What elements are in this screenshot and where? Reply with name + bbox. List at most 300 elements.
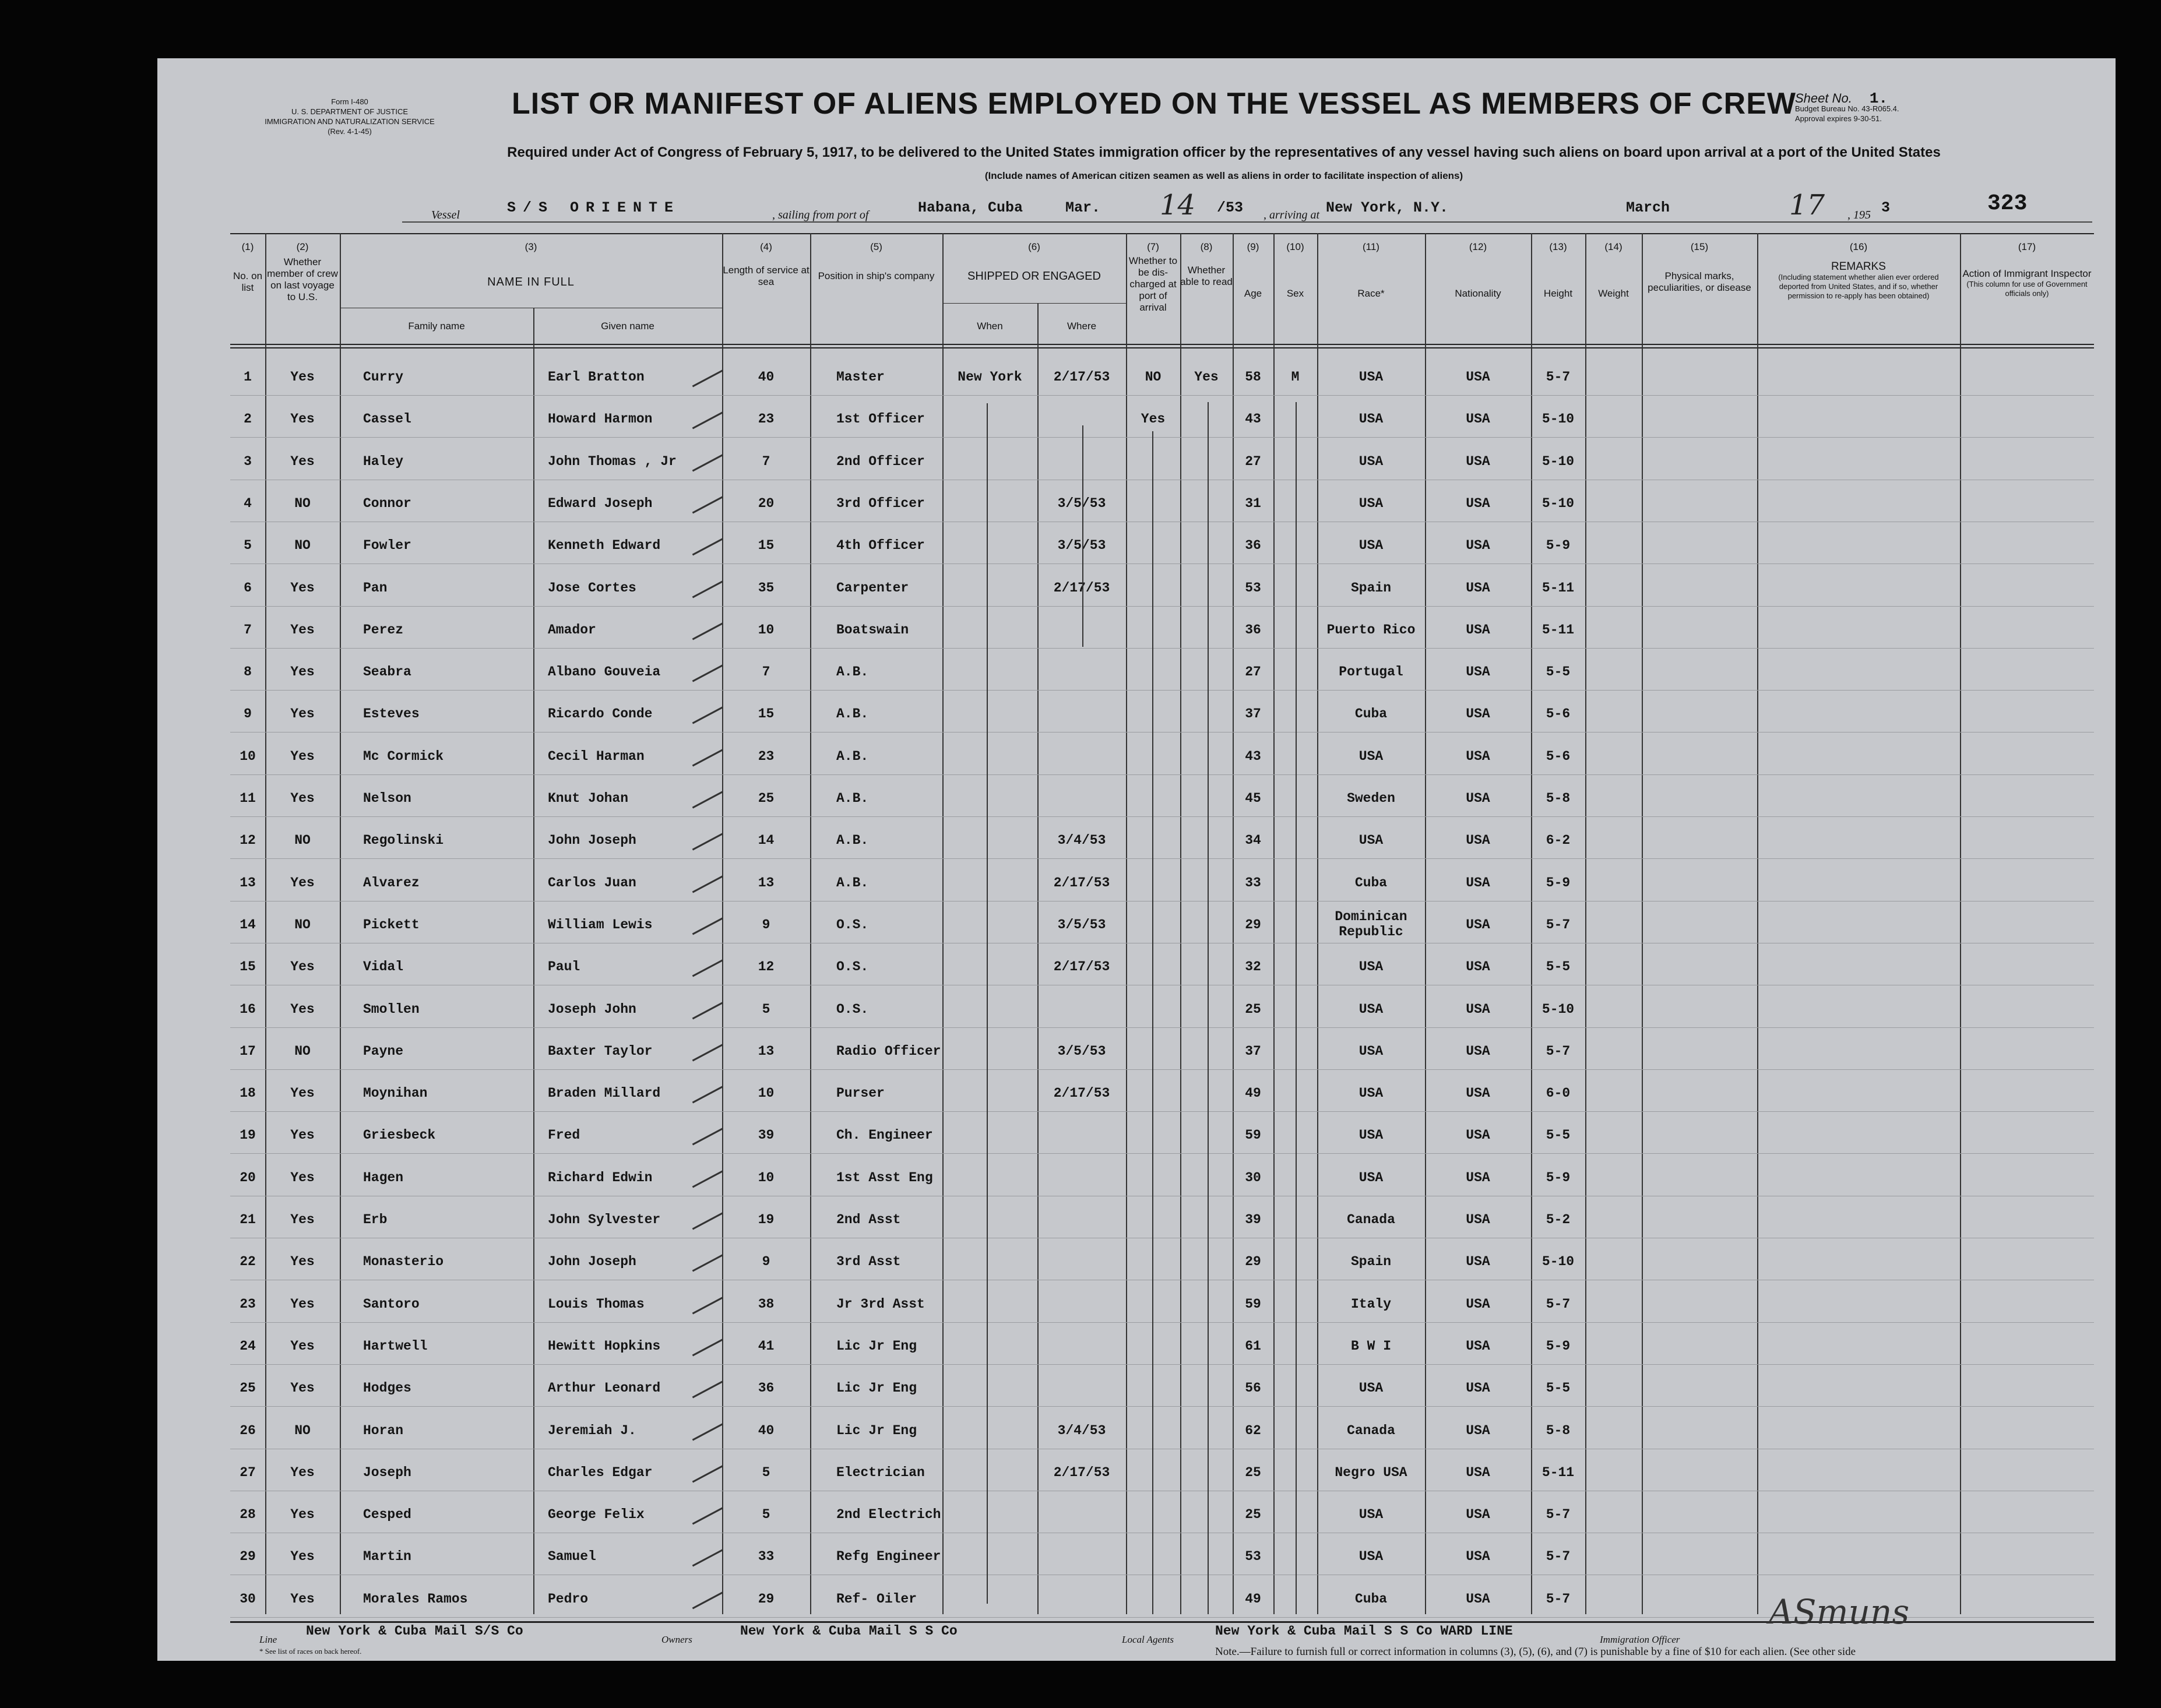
cell-position: Lic Jr Eng: [836, 1422, 917, 1438]
cell-family: Curry: [363, 369, 404, 385]
cell-height: 5-7: [1546, 369, 1571, 385]
cell-service: 36: [758, 1381, 775, 1396]
cell-no: 23: [240, 1296, 256, 1312]
cell-family: Seabra: [363, 664, 411, 680]
line-value: New York & Cuba Mail S/S Co: [306, 1624, 523, 1639]
cell-service: 20: [758, 495, 775, 511]
cell-age: 56: [1245, 1381, 1261, 1396]
approval-expiry: Approval expires 9-30-51.: [1795, 114, 1882, 123]
cell-given: Samuel: [548, 1549, 596, 1565]
cell-no: 25: [240, 1381, 256, 1396]
cell-race: Cuba: [1354, 1591, 1388, 1607]
cell-no: 29: [240, 1549, 256, 1565]
col-divider: [1960, 233, 1961, 1614]
cell-race: USA: [1358, 959, 1384, 975]
row-rule: [230, 1153, 2094, 1154]
cell-prev: NO: [294, 538, 311, 554]
cell-family: Pickett: [363, 917, 420, 932]
arrival-month: March: [1626, 199, 1670, 216]
cell-height: 5-11: [1541, 622, 1575, 638]
cell-age: 59: [1245, 1128, 1261, 1143]
cell-given: Paul: [548, 959, 580, 975]
cell-service: 10: [758, 622, 775, 638]
col13-num: (13): [1549, 241, 1567, 252]
crew-table: [230, 233, 2094, 1614]
cell-nationality: USA: [1466, 495, 1490, 511]
sheet-info: [1795, 90, 2098, 124]
cell-age: 59: [1245, 1296, 1261, 1312]
col13-header: Height: [1543, 288, 1573, 299]
cell-given: Knut Johan: [548, 791, 629, 806]
cell-race: USA: [1358, 748, 1384, 764]
cell-family: Martin: [363, 1549, 411, 1565]
cell-age: 25: [1245, 1507, 1261, 1523]
cell-given: Charles Edgar: [548, 1464, 653, 1480]
col6b-header: Where: [1067, 321, 1097, 332]
cell-service: 39: [758, 1128, 775, 1143]
cell-given: Richard Edwin: [548, 1170, 653, 1185]
cell-nationality: USA: [1466, 1254, 1490, 1270]
cell-family: Haley: [363, 453, 404, 469]
cell-no: 13: [240, 875, 256, 890]
cell-nationality: USA: [1466, 664, 1490, 680]
col12-header: Nationality: [1455, 288, 1501, 299]
cell-no: 16: [240, 1001, 256, 1017]
col17-num: (17): [2018, 241, 2036, 252]
cell-prev: NO: [294, 1043, 311, 1059]
cell-position: Lic Jr Eng: [836, 1338, 917, 1354]
cell-nationality: USA: [1466, 1507, 1490, 1523]
row-rule: [230, 395, 2094, 396]
cell-race: Puerto Rico: [1326, 622, 1416, 638]
cell-height: 5-11: [1541, 1464, 1575, 1480]
cell-prev: Yes: [290, 1381, 315, 1396]
cell-age: 62: [1245, 1422, 1261, 1438]
cell-prev: NO: [294, 833, 311, 848]
col11-header: Race*: [1357, 288, 1385, 299]
cell-position: Purser: [836, 1086, 885, 1101]
cell-no: 3: [244, 453, 252, 469]
header-bottom-rule: [230, 344, 2094, 345]
agents-label: Local Agents: [1122, 1634, 1174, 1645]
cell-when: New York: [958, 369, 1022, 385]
cell-position: 2nd Officer: [836, 453, 925, 469]
row-rule: [230, 1364, 2094, 1365]
cell-family: Hodges: [363, 1381, 411, 1396]
cell-age: 39: [1245, 1212, 1261, 1227]
cell-position: 3rd Officer: [836, 495, 925, 511]
cell-service: 29: [758, 1591, 775, 1607]
cell-prev: Yes: [290, 959, 315, 975]
col1-num: (1): [241, 241, 254, 252]
ditto-line: [1082, 425, 1083, 647]
cell-prev: Yes: [290, 706, 315, 722]
sailing-label: , sailing from port of: [772, 209, 869, 221]
cell-age: 43: [1245, 748, 1261, 764]
cell-height: 5-5: [1546, 1128, 1571, 1143]
cell-no: 22: [240, 1254, 256, 1270]
cell-given: George Felix: [548, 1507, 645, 1523]
row-rule: [230, 1406, 2094, 1407]
cell-prev: NO: [294, 917, 311, 932]
cell-race: USA: [1358, 538, 1384, 554]
department: U. S. DEPARTMENT OF JUSTICE: [291, 107, 409, 116]
cell-height: 5-7: [1546, 1296, 1571, 1312]
cell-nationality: USA: [1466, 369, 1490, 385]
cell-height: 5-9: [1546, 875, 1571, 890]
owners-value: New York & Cuba Mail S S Co: [740, 1624, 958, 1639]
cell-service: 38: [758, 1296, 775, 1312]
cell-no: 18: [240, 1086, 256, 1101]
col15-num: (15): [1690, 241, 1709, 252]
cell-race: USA: [1358, 1128, 1384, 1143]
col10-header: Sex: [1286, 288, 1304, 299]
col-divider: [1273, 233, 1275, 1614]
ditto-line: [987, 403, 988, 1604]
col7-header: Whether to be dis-charged at port of arrival: [1128, 255, 1178, 313]
cell-nationality: USA: [1466, 1381, 1490, 1396]
cell-service: 13: [758, 1043, 775, 1059]
cell-race: Spain: [1350, 580, 1391, 596]
cell-no: 15: [240, 959, 256, 975]
cell-given: John Sylvester: [548, 1212, 661, 1227]
cell-age: 25: [1245, 1464, 1261, 1480]
cell-prev: Yes: [290, 622, 315, 638]
cell-given: Braden Millard: [548, 1086, 661, 1101]
cell-prev: Yes: [290, 1170, 315, 1185]
cell-nationality: USA: [1466, 1128, 1490, 1143]
cell-given: Amador: [548, 622, 596, 638]
row-rule: [230, 1111, 2094, 1112]
col16-header: REMARKS: [1831, 260, 1886, 273]
cell-service: 19: [758, 1212, 775, 1227]
cell-height: 5-6: [1546, 706, 1571, 722]
cell-given: Kenneth Edward: [548, 538, 661, 554]
cell-age: 32: [1245, 959, 1261, 975]
cell-service: 10: [758, 1170, 775, 1185]
cell-race: USA: [1358, 1549, 1384, 1565]
col8-header: Whether able to read: [1180, 265, 1233, 287]
shipped-subheader-rule: [942, 303, 1126, 304]
col3-header: NAME IN FULL: [487, 276, 575, 288]
col7-num: (7): [1147, 241, 1159, 252]
cell-position: A.B.: [836, 833, 869, 848]
cell-position: 4th Officer: [836, 538, 925, 554]
cell-race: B W I: [1350, 1338, 1391, 1354]
cell-family: Griesbeck: [363, 1128, 436, 1143]
cell-prev: Yes: [290, 1254, 315, 1270]
cell-given: John Joseph: [548, 1254, 636, 1270]
cell-no: 5: [244, 538, 252, 554]
cell-height: 5-8: [1546, 1422, 1571, 1438]
cell-position: 3rd Asst: [836, 1254, 901, 1270]
cell-race: USA: [1358, 369, 1384, 385]
cell-race: USA: [1358, 1001, 1384, 1017]
cell-height: 5-10: [1541, 453, 1575, 469]
vessel-label: Vessel: [431, 209, 460, 221]
cell-sex: M: [1291, 369, 1300, 385]
cell-given: Albano Gouveia: [548, 664, 661, 680]
cell-age: 53: [1245, 1549, 1261, 1565]
col-divider: [1757, 233, 1758, 1614]
row-rule: [230, 437, 2094, 438]
cell-prev: Yes: [290, 369, 315, 385]
cell-height: 5-9: [1546, 538, 1571, 554]
cell-height: 5-7: [1546, 1591, 1571, 1607]
cell-age: 45: [1245, 791, 1261, 806]
cell-given: Louis Thomas: [548, 1296, 645, 1312]
cell-service: 15: [758, 538, 775, 554]
cell-nationality: USA: [1466, 1296, 1490, 1312]
cell-where: 2/17/53: [1053, 875, 1110, 890]
cell-no: 17: [240, 1043, 256, 1059]
year-prefix: , 195: [1847, 209, 1871, 221]
cell-family: Morales Ramos: [363, 1591, 468, 1607]
cell-race: USA: [1358, 1381, 1384, 1396]
cell-age: 37: [1245, 1043, 1261, 1059]
cell-height: 6-2: [1546, 833, 1571, 848]
cell-age: 36: [1245, 538, 1261, 554]
officer-label: Immigration Officer: [1600, 1634, 1680, 1645]
cell-position: Lic Jr Eng: [836, 1381, 917, 1396]
col1-header: No. on list: [233, 270, 263, 293]
page-title: LIST OR MANIFEST OF ALIENS EMPLOYED ON THE VESSEL AS MEMBERS OF CREW: [512, 87, 1796, 121]
cell-prev: Yes: [290, 875, 315, 890]
cell-given: Arthur Leonard: [548, 1381, 661, 1396]
cell-height: 5-5: [1546, 1381, 1571, 1396]
col-divider: [942, 233, 944, 1614]
cell-no: 4: [244, 495, 252, 511]
year-digit: 3: [1881, 199, 1891, 216]
cell-service: 13: [758, 875, 775, 890]
cell-nationality: USA: [1466, 1170, 1490, 1185]
col16-subheader: (Including statement whether alien ever ordered deported from United States, and if so, whether permission to re-apply has been obtained): [1778, 273, 1939, 300]
cell-no: 21: [240, 1212, 256, 1227]
instruction-note: (Include names of American citizen seamen as well as aliens in order to facilitate inspection of aliens): [984, 170, 1463, 181]
cell-prev: Yes: [290, 1086, 315, 1101]
cell-nationality: USA: [1466, 959, 1490, 975]
cell-race: USA: [1358, 453, 1384, 469]
cell-height: 5-10: [1541, 411, 1575, 427]
cell-age: 37: [1245, 706, 1261, 722]
cell-nationality: USA: [1466, 1338, 1490, 1354]
cell-prev: Yes: [290, 1338, 315, 1354]
cell-nationality: USA: [1466, 580, 1490, 596]
col14-header: Weight: [1598, 288, 1629, 299]
cell-prev: Yes: [290, 1296, 315, 1312]
col-divider: [340, 233, 341, 1614]
cell-given: Baxter Taylor: [548, 1043, 653, 1059]
budget-number: Budget Bureau No. 43-R065.4.: [1795, 104, 1899, 113]
cell-where: 2/17/53: [1053, 369, 1110, 385]
cell-family: Alvarez: [363, 875, 420, 890]
col3b-header: Given name: [601, 321, 654, 332]
cell-nationality: USA: [1466, 622, 1490, 638]
cell-nationality: USA: [1466, 411, 1490, 427]
col6-num: (6): [1028, 241, 1040, 252]
cell-height: 5-10: [1541, 495, 1575, 511]
cell-service: 7: [762, 453, 770, 469]
cell-position: 1st Asst Eng: [836, 1170, 933, 1185]
cell-nationality: USA: [1466, 1591, 1490, 1607]
cell-family: Horan: [363, 1422, 404, 1438]
cell-nationality: USA: [1466, 875, 1490, 890]
header-bottom-rule-2: [230, 347, 2094, 348]
manifest-sheet: [157, 58, 2116, 1661]
cell-where: 3/5/53: [1057, 538, 1106, 554]
col4-header: Length of service at sea: [723, 265, 810, 287]
cell-family: Hartwell: [363, 1338, 428, 1354]
cell-service: 40: [758, 1422, 775, 1438]
cell-discharged: Yes: [1141, 411, 1166, 427]
cell-nationality: USA: [1466, 833, 1490, 848]
sheet-label: Sheet No.: [1795, 91, 1852, 105]
cell-family: Smollen: [363, 1001, 420, 1017]
cell-age: 61: [1245, 1338, 1261, 1354]
revision: (Rev. 4-1-45): [328, 127, 372, 136]
col5-num: (5): [870, 241, 882, 252]
cell-family: Connor: [363, 495, 411, 511]
cell-nationality: USA: [1466, 791, 1490, 806]
cell-where: 2/17/53: [1053, 580, 1110, 596]
cell-family: Pan: [363, 580, 388, 596]
cell-age: 27: [1245, 453, 1261, 469]
cell-no: 7: [244, 622, 252, 638]
cell-age: 25: [1245, 1001, 1261, 1017]
cell-nationality: USA: [1466, 917, 1490, 932]
cell-height: 5-9: [1546, 1338, 1571, 1354]
cell-age: 29: [1245, 1254, 1261, 1270]
cell-family: Mc Cormick: [363, 748, 444, 764]
cell-where: 3/5/53: [1057, 917, 1106, 932]
vessel-name: S/S ORIENTE: [507, 199, 681, 216]
col-divider: [1585, 233, 1586, 1614]
row-rule: [230, 774, 2094, 775]
cell-read: Yes: [1194, 369, 1219, 385]
cell-age: 29: [1245, 917, 1261, 932]
cell-where: 2/17/53: [1053, 1086, 1110, 1101]
cell-given: Cecil Harman: [548, 748, 645, 764]
cell-where: 2/17/53: [1053, 959, 1110, 975]
cell-position: Master: [836, 369, 885, 385]
cell-no: 1: [244, 369, 252, 385]
cell-height: 5-6: [1546, 748, 1571, 764]
cell-position: Carpenter: [836, 580, 909, 596]
cell-prev: Yes: [290, 1128, 315, 1143]
cell-service: 12: [758, 959, 775, 975]
cell-race: USA: [1358, 495, 1384, 511]
cell-position: A.B.: [836, 791, 869, 806]
cell-nationality: USA: [1466, 453, 1490, 469]
cell-nationality: USA: [1466, 1001, 1490, 1017]
cell-age: 34: [1245, 833, 1261, 848]
cell-where: 3/5/53: [1057, 495, 1106, 511]
cell-no: 19: [240, 1128, 256, 1143]
col6-header: SHIPPED OR ENGAGED: [967, 270, 1101, 283]
col16-num: (16): [1849, 241, 1868, 252]
cell-no: 26: [240, 1422, 256, 1438]
cell-service: 35: [758, 580, 775, 596]
cell-prev: Yes: [290, 1549, 315, 1565]
page-number: 323: [1987, 191, 2028, 216]
vessel-line-rule: [402, 221, 2092, 223]
ditto-line: [1208, 402, 1209, 1614]
cell-family: Perez: [363, 622, 404, 638]
cell-position: A.B.: [836, 706, 869, 722]
cell-given: Jeremiah J.: [548, 1422, 636, 1438]
ditto-line: [1152, 431, 1153, 1614]
cell-service: 5: [762, 1001, 770, 1017]
cell-no: 2: [244, 411, 252, 427]
col17-header: Action of Immigrant Inspector: [1962, 268, 2092, 279]
cell-given: John Joseph: [548, 833, 636, 848]
col6a-header: When: [977, 321, 1003, 332]
cell-race: Sweden: [1347, 791, 1395, 806]
cell-prev: Yes: [290, 1464, 315, 1480]
arrival-port: New York, N.Y.: [1326, 199, 1449, 216]
cell-family: Fowler: [363, 538, 411, 554]
col-divider: [1180, 233, 1181, 1614]
row-rule: [230, 690, 2094, 691]
cell-given: Fred: [548, 1128, 580, 1143]
col2-header: Whether member of crew on last voyage to U.S.: [267, 256, 338, 302]
cell-age: 43: [1245, 411, 1261, 427]
form-number: Form I-480: [331, 97, 368, 106]
cell-height: 5-7: [1546, 1549, 1571, 1565]
cell-prev: Yes: [290, 453, 315, 469]
cell-given: Howard Harmon: [548, 411, 653, 427]
cell-height: 5-11: [1541, 580, 1575, 596]
col9-header: Age: [1244, 288, 1262, 299]
cell-where: 3/5/53: [1057, 1043, 1106, 1059]
cell-service: 15: [758, 706, 775, 722]
cell-age: 30: [1245, 1170, 1261, 1185]
cell-prev: Yes: [290, 791, 315, 806]
cell-nationality: USA: [1466, 706, 1490, 722]
cell-prev: Yes: [290, 1591, 315, 1607]
cell-position: Radio Officer: [836, 1043, 941, 1059]
sailing-month: Mar.: [1065, 199, 1101, 216]
arrival-day: 17: [1789, 189, 1825, 221]
cell-no: 12: [240, 833, 256, 848]
col-divider: [1126, 233, 1127, 1614]
row-rule: [230, 858, 2094, 859]
cell-age: 27: [1245, 664, 1261, 680]
col15-header: Physical marks, peculiarities, or disease: [1648, 270, 1751, 293]
cell-race: USA: [1358, 833, 1384, 848]
cell-no: 6: [244, 580, 252, 596]
col5-header: Position in ship's company: [818, 270, 935, 281]
cell-family: Cesped: [363, 1507, 411, 1523]
cell-given: Ricardo Conde: [548, 706, 653, 722]
cell-family: Erb: [363, 1212, 388, 1227]
cell-position: 1st Officer: [836, 411, 925, 427]
col8-num: (8): [1200, 241, 1213, 252]
cell-family: Nelson: [363, 791, 411, 806]
table-top-rule: [230, 233, 2094, 234]
cell-nationality: USA: [1466, 748, 1490, 764]
agents-value: New York & Cuba Mail S S Co WARD LINE: [1215, 1624, 1513, 1639]
col9-num: (9): [1247, 241, 1259, 252]
cell-given: Pedro: [548, 1591, 589, 1607]
cell-position: Boatswain: [836, 622, 909, 638]
cell-no: 27: [240, 1464, 256, 1480]
cell-height: 5-10: [1541, 1254, 1575, 1270]
cell-no: 11: [240, 791, 256, 806]
cell-no: 28: [240, 1507, 256, 1523]
row-rule: [230, 1069, 2094, 1070]
cell-height: 5-5: [1546, 959, 1571, 975]
